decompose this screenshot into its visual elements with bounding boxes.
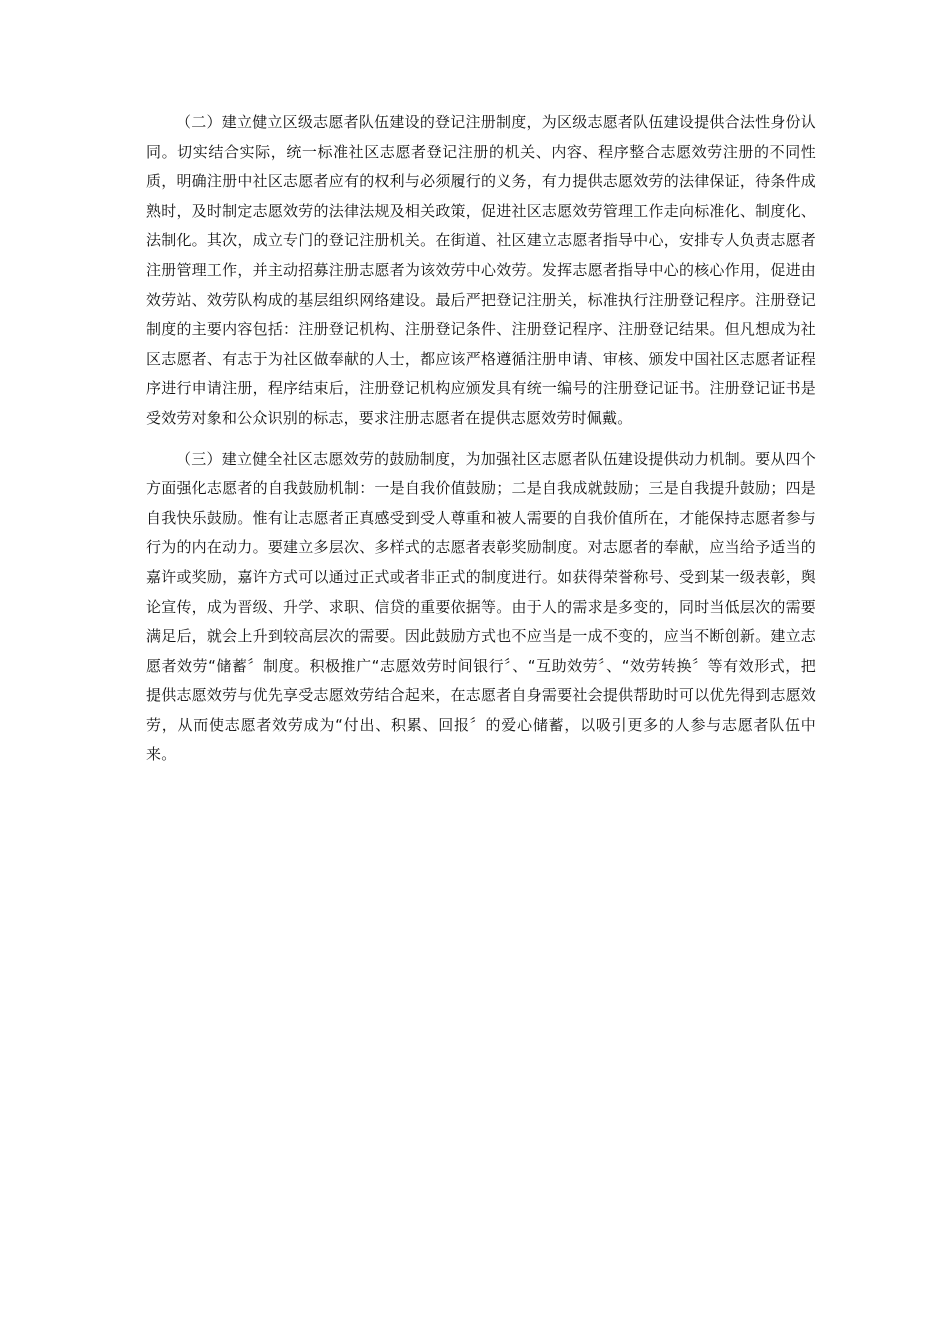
paragraph-incentive-system: （三）建立健全社区志愿效劳的鼓励制度，为加强社区志愿者队伍建设提供动力机制。要从四个方面强化志愿者的自我鼓励机制：一是自我价值鼓励；二是自我成就鼓励；三是自我提升鼓励；四是自我快乐鼓励。惟有让志愿者正真感受到受人尊重和被人需要的自我价值所在，才能保持志愿者参与行为的内在动力。要建立多层次、多样式的志愿者表彰奖励制度。对志愿者的奉献，应当给予适当的嘉许或奖励，嘉许方式可以通过正式或者非正式的制度进行。如获得荣誉称号、受到某一级表彰，舆论宣传，成为晋级、升学、求职、信贷的重要依据等。由于人的需求是多变的，同时当低层次的需要满足后，就会上升到较高层次的需要。因此鼓励方式也不应当是一成不变的，应当不断创新。建立志愿者效劳“储蓄〞制度。积极推广“志愿效劳时间银行〞、“互助效劳〞、“效劳转换〞等有效形式，把提供志愿效劳与优先享受志愿效劳结合起来，在志愿者自身需要社会提供帮助时可以优先得到志愿效劳，从而使志愿者效劳成为“付出、积累、回报〞的爱心储蓄，以吸引更多的人参与志愿者队伍中来。 [146,449,816,764]
document-body [146,108,816,770]
paragraph-registration-system: （二）建立健立区级志愿者队伍建设的登记注册制度，为区级志愿者队伍建设提供合法性身份认同。切实结合实际，统一标准社区志愿者登记注册的机关、内容、程序整合志愿效劳注册的不同性质，明确注册中社区志愿者应有的权利与必须履行的义务，有力提供志愿效劳的法律保证，待条件成熟时，及时制定志愿效劳的法律法规及相关政策，促进社区志愿效劳管理工作走向标准化、制度化、法制化。其次，成立专门的登记注册机关。在街道、社区建立志愿者指导中心，安排专人负责志愿者注册管理工作，并主动招募注册志愿者为该效劳中心效劳。发挥志愿者指导中心的核心作用，促进由效劳站、效劳队构成的基层组织网络建设。最后严把登记注册关，标准执行注册登记程序。注册登记制度的主要内容包括：注册登记机构、注册登记条件、注册登记程序、注册登记结果。但凡想成为社区志愿者、有志于为社区做奉献的人士，都应该严格遵循注册申请、审核、颁发中国社区志愿者证程序进行申请注册，程序结束后，注册登记机构应颁发具有统一编号的注册登记证书。注册登记证书是受效劳对象和公众识别的标志，要求注册志愿者在提供志愿效劳时佩戴。 [146,113,816,427]
